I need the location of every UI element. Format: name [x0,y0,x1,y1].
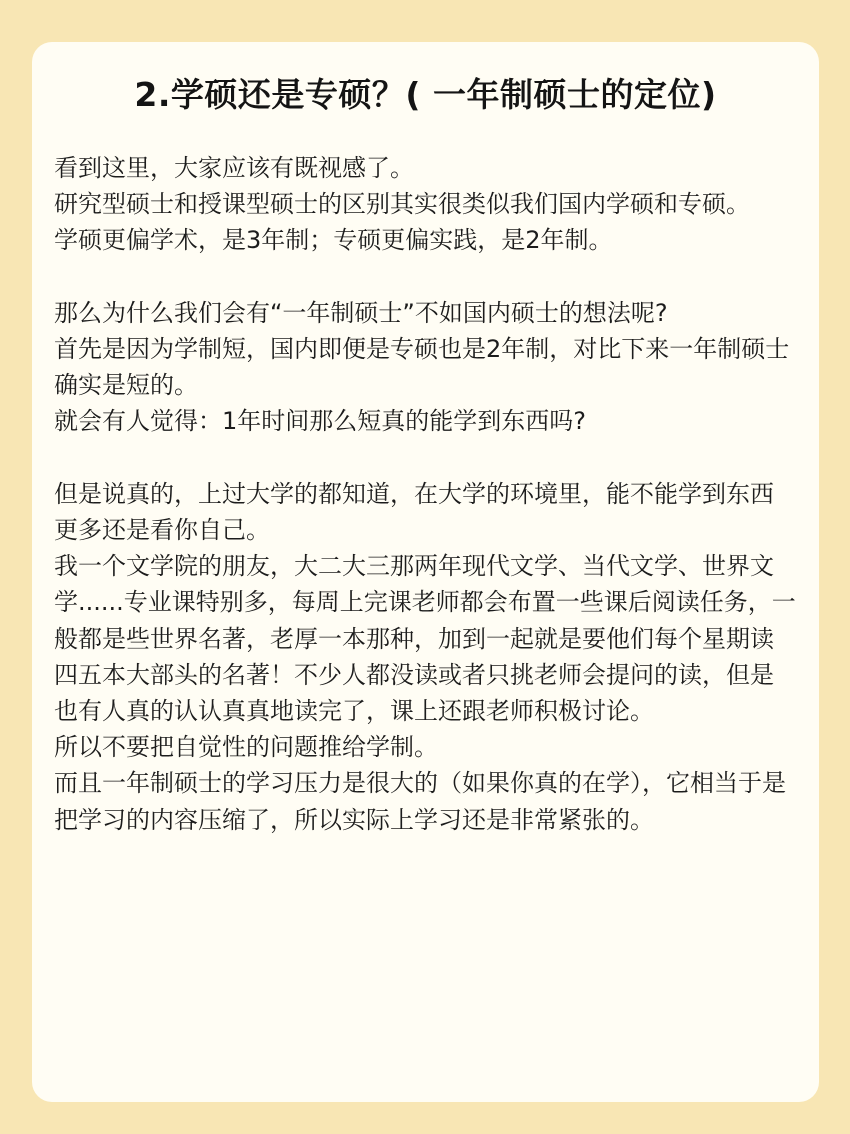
paragraph: 而且一年制硕士的学习压力是很大的（如果你真的在学），它相当于是把学习的内容压缩了，所以实际上学习还是非常紧张的。 [54,769,786,834]
paragraph: 就会有人觉得：1年时间那么短真的能学到东西吗? [54,407,587,436]
paragraph-spacer [54,440,797,476]
paragraph: 所以不要把自觉性的问题推给学制。 [54,733,438,762]
paragraph: 那么为什么我们会有“一年制硕士”不如国内硕士的想法呢? [54,298,668,327]
paragraph: 学硕更偏学术，是3年制；专硕更偏实践，是2年制。 [54,226,613,255]
paragraph: 我一个文学院的朋友，大二大三那两年现代文学、当代文学、世界文学......专业课特别多，每周上完课老师都会布置一些课后阅读任务，一般都是些世界名著，老厚一本那种，加到一起就是要他们每个星期读四五本大部头的名著！不少人都没读或者只挑老师会提问的读，但是也有人真的认认真真地读完了，课上还跟老师积极讨论。 [54,552,796,726]
content-card [32,42,819,1102]
paragraph: 看到这里，大家应该有既视感了。 [54,154,414,182]
article-body [54,150,797,838]
paragraph: 研究型硕士和授课型硕士的区别其实很类似我们国内学硕和专硕。 [54,190,750,219]
page-title: 2.学硕还是专硕？( 一年制硕士的定位) [134,75,717,114]
paragraph: 首先是因为学制短，国内即便是专硕也是2年制，对比下来一年制硕士确实是短的。 [54,335,790,400]
paragraph-spacer [54,259,797,295]
paragraph: 但是说真的，上过大学的都知道，在大学的环境里，能不能学到东西更多还是看你自己。 [54,479,774,544]
